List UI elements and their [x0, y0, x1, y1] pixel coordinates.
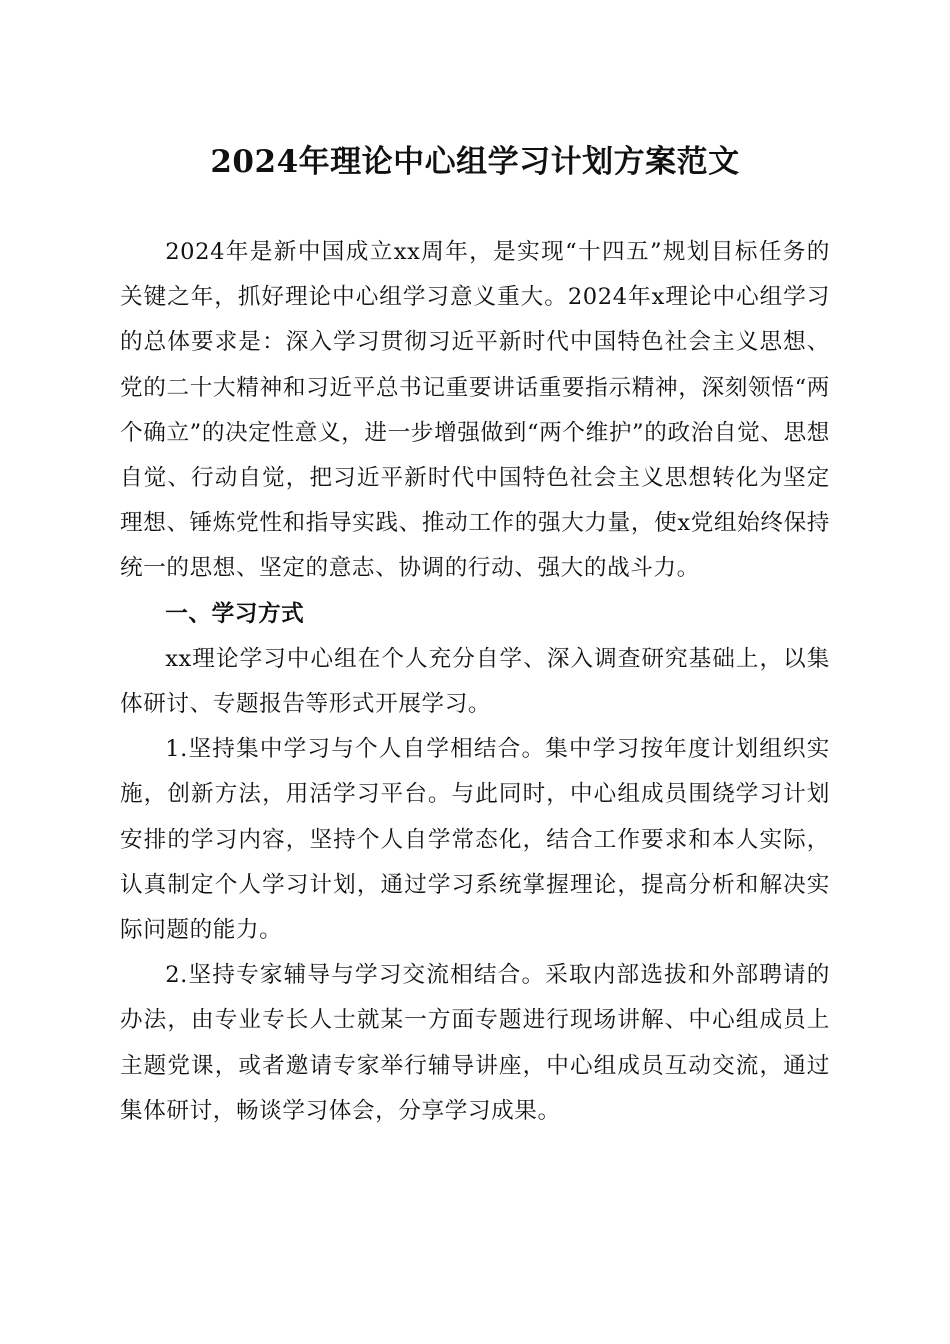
intro-paragraph: 2024年是新中国成立xx周年，是实现“十四五”规划目标任务的关键之年，抓好理论中心组学习意义重大。2024年x理论中心组学习的总体要求是：深入学习贯彻习近平新时代中国特色社会主义思想、党的二十大精神和习近平总书记重要讲话重要指示精神，深刻领悟“两个确立”的决定性意义，进一步增强做到“两个维护”的政治自觉、思想自觉、行动自觉，把习近平新时代中国特色社会主义思想转化为坚定理想、锤炼党性和指导实践、推动工作的强大力量，使x党组始终保持统一的思想、坚定的意志、协调的行动、强大的战斗力。 [120, 239, 830, 582]
document-title: 2024年理论中心组学习计划方案范文 [210, 144, 740, 180]
section-heading-study-method: 一、学习方式 [165, 600, 305, 627]
document-body [120, 230, 830, 1134]
study-method-item-2: 2.坚持专家辅导与学习交流相结合。采取内部选拔和外部聘请的办法，由专业专长人士就某一方面专题进行现场讲解、中心组成员上主题党课，或者邀请专家举行辅导讲座，中心组成员互动交流，通过集体研讨，畅谈学习体会，分享学习成果。 [120, 962, 830, 1124]
study-method-item-1: 1.坚持集中学习与个人自学相结合。集中学习按年度计划组织实施，创新方法，用活学习平台。与此同时，中心组成员围绕学习计划安排的学习内容，坚持个人自学常态化，结合工作要求和本人实际，认真制定个人学习计划，通过学习系统掌握理论，提高分析和解决实际问题的能力。 [120, 736, 830, 944]
study-method-summary: xx理论学习中心组在个人充分自学、深入调查研究基础上，以集体研讨、专题报告等形式开展学习。 [120, 645, 830, 718]
